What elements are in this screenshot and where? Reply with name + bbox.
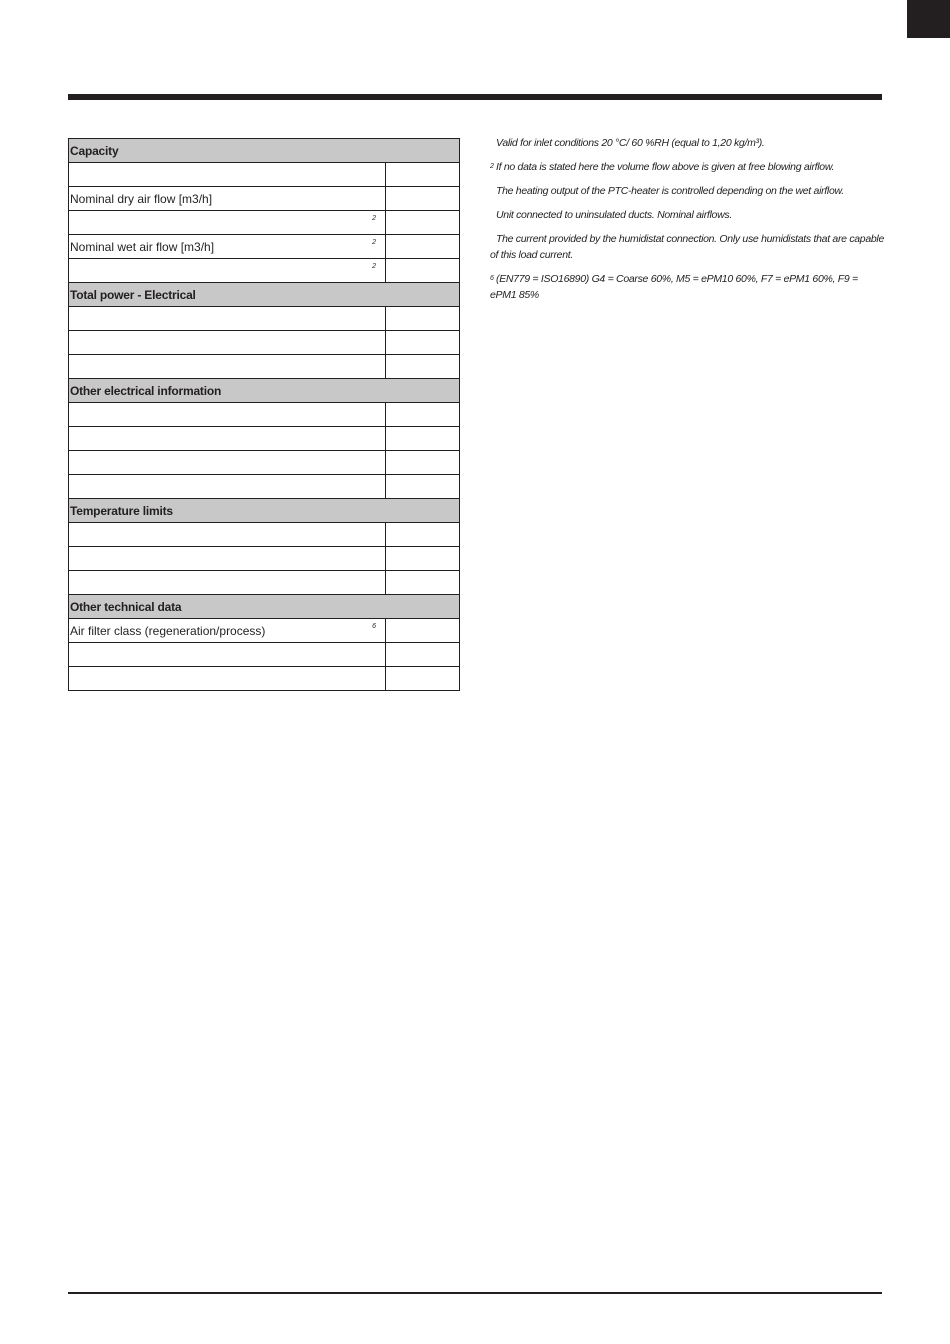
row-label xyxy=(69,163,386,187)
footnote-text: Valid for inlet conditions 20 °C/ 60 %RH (equal to 1,20 kg/m³). xyxy=(496,137,765,149)
table-row xyxy=(69,211,460,235)
row-value xyxy=(386,211,460,235)
section-title: Other technical data xyxy=(69,595,460,619)
table-row xyxy=(69,451,460,475)
row-value xyxy=(386,259,460,283)
row-label xyxy=(69,451,386,475)
row-value xyxy=(386,523,460,547)
footnote-text: (EN779 = ISO16890) G4 = Coarse 60%, M5 = ePM10 60%, F7 = ePM1 60%, F9 = ePM1 85% xyxy=(490,273,858,301)
table-row xyxy=(69,427,460,451)
table-row xyxy=(69,571,460,595)
section-header xyxy=(69,595,460,619)
footnote xyxy=(490,271,884,303)
row-label xyxy=(69,307,386,331)
table-row xyxy=(69,547,460,571)
row-label xyxy=(69,619,386,643)
row-value xyxy=(386,355,460,379)
section-header xyxy=(69,499,460,523)
table-row xyxy=(69,259,460,283)
row-label xyxy=(69,235,386,259)
row-label xyxy=(69,523,386,547)
footnote-text: Unit connected to uninsulated ducts. Nominal airflows. xyxy=(496,209,732,221)
section-title: Temperature limits xyxy=(69,499,460,523)
row-label xyxy=(69,427,386,451)
row-label xyxy=(69,259,386,283)
footnote-text: The current provided by the humidistat connection. Only use humidistats that are capable of this load current. xyxy=(490,233,884,261)
row-value xyxy=(386,547,460,571)
section-header xyxy=(69,139,460,163)
row-label-text: Nominal dry air flow [m3/h] xyxy=(70,191,213,206)
table-row xyxy=(69,163,460,187)
row-label xyxy=(69,331,386,355)
section-header xyxy=(69,283,460,307)
footnote xyxy=(490,159,884,175)
row-label xyxy=(69,547,386,571)
footnote-text: The heating output of the PTC-heater is controlled depending on the wet airflow. xyxy=(496,185,844,197)
table-row xyxy=(69,355,460,379)
table-row xyxy=(69,187,460,211)
row-value xyxy=(386,403,460,427)
section-title: Total power - Electrical xyxy=(69,283,460,307)
table-row xyxy=(69,475,460,499)
footnote xyxy=(490,135,884,151)
row-value xyxy=(386,571,460,595)
footnote-index: 6 xyxy=(490,275,494,282)
row-value xyxy=(386,427,460,451)
footnote-ref: 6 xyxy=(372,623,376,630)
header-rule xyxy=(68,94,882,100)
row-label-text: Air filter class (regeneration/process) xyxy=(70,623,266,638)
table-row xyxy=(69,403,460,427)
footnotes xyxy=(490,135,884,311)
row-label xyxy=(69,187,386,211)
table-row xyxy=(69,331,460,355)
row-value xyxy=(386,163,460,187)
row-value xyxy=(386,643,460,667)
table-row xyxy=(69,235,460,259)
table-row xyxy=(69,523,460,547)
row-label xyxy=(69,403,386,427)
footnote xyxy=(490,183,884,199)
section-header xyxy=(69,379,460,403)
row-label xyxy=(69,475,386,499)
footnote-ref: 2 xyxy=(372,239,376,246)
page-corner-tab xyxy=(907,0,950,38)
footnote-text: If no data is stated here the volume flow above is given at free blowing airflow. xyxy=(496,161,835,173)
row-value xyxy=(386,187,460,211)
row-value xyxy=(386,619,460,643)
table-row xyxy=(69,619,460,643)
row-label xyxy=(69,667,386,691)
footer-rule xyxy=(68,1292,882,1294)
row-label xyxy=(69,355,386,379)
footnote-ref: 2 xyxy=(372,263,376,270)
table-row xyxy=(69,667,460,691)
row-label xyxy=(69,643,386,667)
footnote xyxy=(490,231,884,263)
row-value xyxy=(386,667,460,691)
row-value xyxy=(386,235,460,259)
row-label-text: Nominal wet air flow [m3/h] xyxy=(70,239,215,254)
section-title: Capacity xyxy=(69,139,460,163)
row-value xyxy=(386,331,460,355)
footnote xyxy=(490,207,884,223)
footnote-index: 2 xyxy=(490,163,494,170)
table-row xyxy=(69,643,460,667)
row-value xyxy=(386,451,460,475)
row-value xyxy=(386,475,460,499)
row-value xyxy=(386,307,460,331)
section-title: Other electrical information xyxy=(69,379,460,403)
row-label xyxy=(69,211,386,235)
table-row xyxy=(69,307,460,331)
technical-data-table xyxy=(68,138,460,691)
row-label xyxy=(69,571,386,595)
footnote-ref: 2 xyxy=(372,215,376,222)
